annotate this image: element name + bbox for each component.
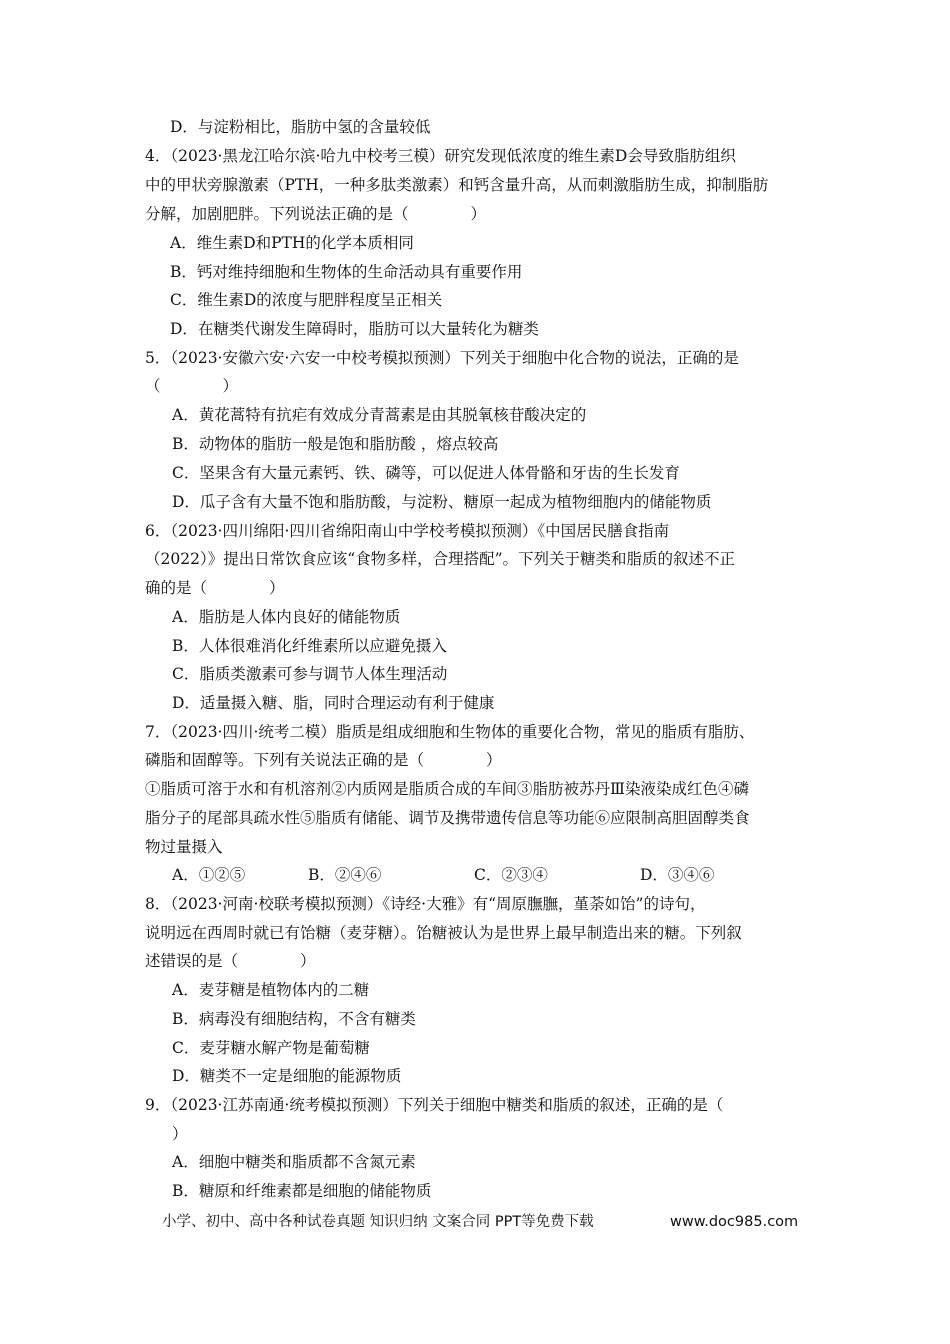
option-c: C．②③④ bbox=[474, 866, 548, 884]
page-footer bbox=[162, 1212, 799, 1232]
option-d: D．在糖类代谢发生障碍时，脂肪可以大量转化为糖类 bbox=[170, 320, 539, 338]
footer-text: 小学、初中、高中各种试卷真题 知识归纳 文案合同 PPT等免费下载 bbox=[162, 1214, 594, 1230]
option-c: C．维生素D的浓度与肥胖程度呈正相关 bbox=[170, 291, 443, 309]
question-stem: ） bbox=[172, 1125, 188, 1143]
option-d: D．适量摄入糖、脂，同时合理运动有利于健康 bbox=[172, 694, 495, 712]
question-stem: 5．（2023·安徽六安·六安一中校考模拟预测）下列关于细胞中化合物的说法，正确的是 bbox=[145, 349, 739, 367]
option-c: C．坚果含有大量元素钙、铁、磷等，可以促进人体骨骼和牙齿的生长发育 bbox=[172, 464, 680, 482]
option-a: A．脂肪是人体内良好的储能物质 bbox=[172, 608, 401, 626]
option-b: B．动物体的脂肪一般是饱和脂肪酸 ，熔点较高 bbox=[172, 435, 499, 453]
option-c: C．脂质类激素可参与调节人体生理活动 bbox=[172, 665, 448, 683]
question-stem: 7．（2023·四川·统考二模）脂质是组成细胞和生物体的重要化合物，常见的脂质有脂肪、 bbox=[145, 723, 755, 741]
statement-list: ①脂质可溶于水和有机溶剂②内质网是脂质合成的车间③脂肪被苏丹Ⅲ染液染成红色④磷 bbox=[145, 780, 749, 798]
option-c: C．麦芽糖水解产物是葡萄糖 bbox=[172, 1039, 370, 1057]
option-b: B．②④⑥ bbox=[308, 866, 382, 884]
option-d: D．与淀粉相比，脂肪中氢的含量较低 bbox=[170, 118, 431, 136]
question-stem: （ ） bbox=[145, 377, 239, 395]
option-b: B．钙对维持细胞和生物体的生命活动具有重要作用 bbox=[170, 263, 523, 281]
option-a: A．细胞中糖类和脂质都不含氮元素 bbox=[172, 1153, 416, 1171]
question-stem: 磷脂和固醇等。下列有关说法正确的是（ ） bbox=[145, 751, 502, 769]
option-b: B．人体很难消化纤维素所以应避免摄入 bbox=[172, 637, 447, 655]
footer-link[interactable]: www.doc985.com bbox=[670, 1214, 799, 1230]
option-a: A．麦芽糖是植物体内的二糖 bbox=[172, 981, 370, 999]
option-d: D．糖类不一定是细胞的能源物质 bbox=[172, 1067, 402, 1085]
option-d: D．③④⑥ bbox=[640, 866, 715, 884]
option-b: B．病毒没有细胞结构，不含有糖类 bbox=[172, 1010, 416, 1028]
option-d: D．瓜子含有大量不饱和脂肪酸，与淀粉、糖原一起成为植物细胞内的储能物质 bbox=[172, 493, 712, 511]
question-stem: 确的是（ ） bbox=[145, 579, 285, 597]
option-a: A．维生素D和PTH的化学本质相同 bbox=[170, 234, 414, 252]
question-stem: 述错误的是（ ） bbox=[145, 952, 316, 970]
option-a: A．①②⑤ bbox=[172, 866, 246, 884]
question-stem: 中的甲状旁腺激素（PTH，一种多肽类激素）和钙含量升高，从而刺激脂肪生成，抑制脂肪 bbox=[145, 176, 769, 194]
question-stem: 4．（2023·黑龙江哈尔滨·哈九中校考三模）研究发现低浓度的维生素D会导致脂肪组织 bbox=[145, 147, 736, 165]
question-stem: 9．（2023·江苏南通·统考模拟预测）下列关于细胞中糖类和脂质的叙述，正确的是（ bbox=[145, 1096, 724, 1114]
question-stem: 说明远在西周时就已有饴糖（麦芽糖）。饴糖被认为是世界上最早制造出来的糖。下列叙 bbox=[145, 924, 742, 942]
question-stem: 6．（2023·四川绵阳·四川省绵阳南山中学校考模拟预测）《中国居民膳食指南 bbox=[145, 522, 670, 540]
statement-list: 脂分子的尾部具疏水性⑤脂质有储能、调节及携带遗传信息等功能⑥应限制高胆固醇类食 bbox=[145, 809, 750, 827]
question-stem: 分解，加剧肥胖。下列说法正确的是（ ） bbox=[145, 205, 487, 223]
question-stem: 8．（2023·河南·校联考模拟预测）《诗经·大雅》有“周原膴膴，堇荼如饴”的诗句， bbox=[145, 895, 706, 913]
option-b: B．糖原和纤维素都是细胞的储能物质 bbox=[172, 1182, 432, 1200]
statement-list: 物过量摄入 bbox=[145, 838, 223, 856]
question-stem: （2022）》提出日常饮食应该“食物多样，合理搭配”。下列关于糖类和脂质的叙述不正 bbox=[145, 550, 736, 568]
option-a: A．黄花蒿特有抗疟有效成分青蒿素是由其脱氧核苷酸决定的 bbox=[172, 406, 587, 424]
